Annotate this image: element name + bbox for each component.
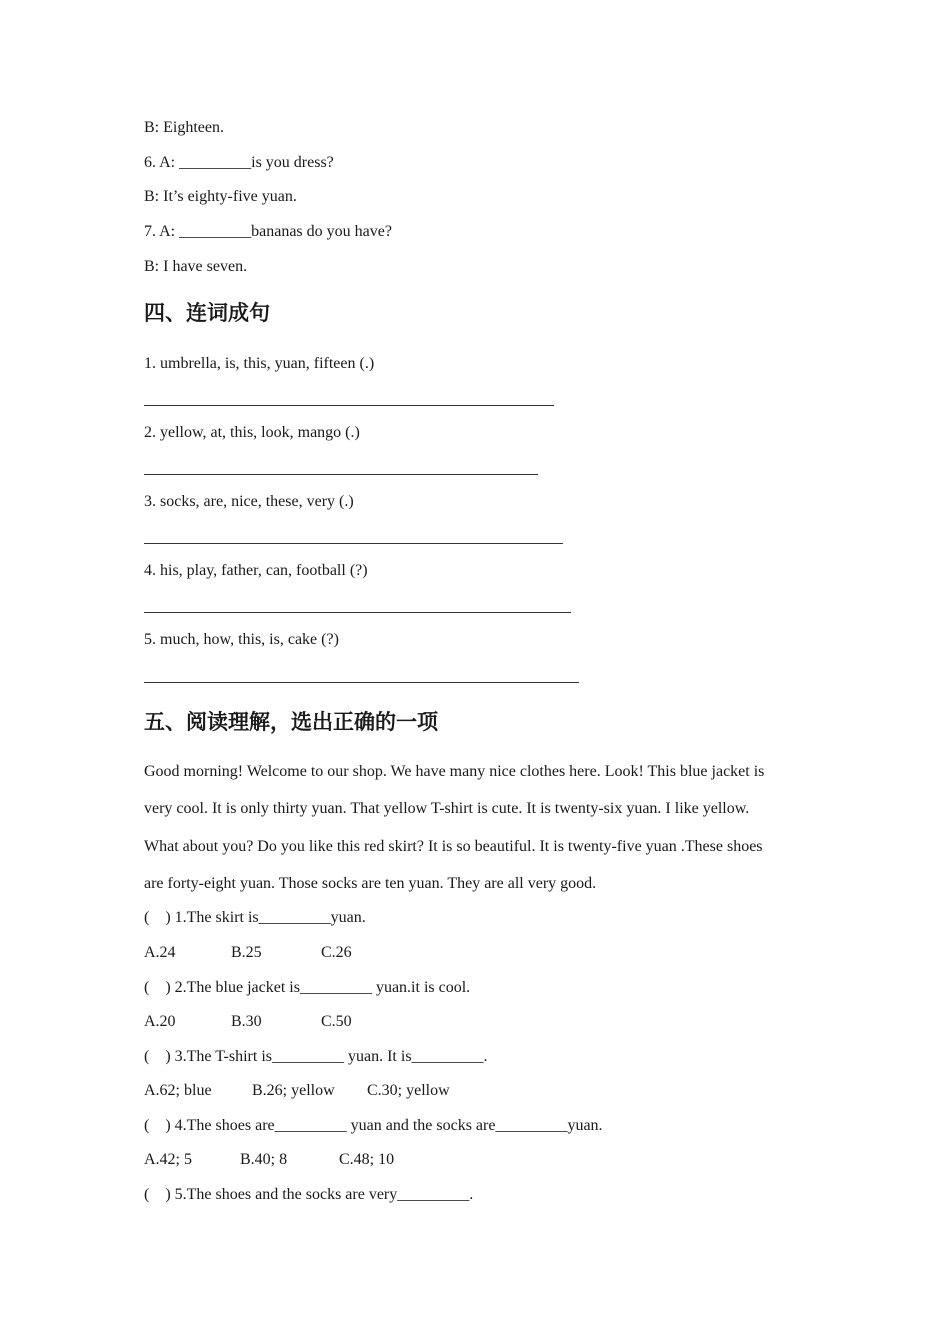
q3-option-b: B.26; yellow (252, 1082, 335, 1099)
passage-line-3: What about you? Do you like this red skirt? It is so beautiful. It is twenty-five yuan .These shoes (144, 838, 763, 855)
dialog-line-b6: B: It’s eighty-five yuan. (144, 188, 297, 205)
q4-option-a: A.42; 5 (144, 1151, 192, 1168)
q3-option-c: C.30; yellow (367, 1082, 450, 1099)
q4-option-c: C.48; 10 (339, 1151, 395, 1168)
question-4: ( ) 4.The shoes are_________ yuan and the socks are_________yuan. (144, 1117, 603, 1134)
q1-option-a: A.24 (144, 944, 176, 961)
q1-option-b: B.25 (231, 944, 262, 961)
section4-item-3: 3. socks, are, nice, these, very (.) (144, 493, 354, 510)
dialog-line-q6: 6. A: _________is you dress? (144, 154, 334, 171)
dialog-line-q7: 7. A: _________bananas do you have? (144, 223, 392, 240)
answer-line-1[interactable] (144, 405, 554, 406)
answer-line-2[interactable] (144, 474, 538, 475)
dialog-line-b7: B: I have seven. (144, 258, 248, 275)
q4-option-b: B.40; 8 (240, 1151, 288, 1168)
passage-line-4: are forty-eight yuan. Those socks are ten yuan. They are all very good. (144, 875, 597, 892)
question-3: ( ) 3.The T-shirt is_________ yuan. It is_________. (144, 1048, 488, 1065)
section4-item-2: 2. yellow, at, this, look, mango (.) (144, 424, 360, 441)
question-2: ( ) 2.The blue jacket is_________ yuan.it is cool. (144, 979, 471, 996)
q2-option-a: A.20 (144, 1013, 176, 1030)
section4-title: 四、连词成句 (144, 301, 270, 325)
answer-line-5[interactable] (144, 682, 579, 683)
section4-item-4: 4. his, play, father, can, football (?) (144, 562, 368, 579)
section4-item-1: 1. umbrella, is, this, yuan, fifteen (.) (144, 355, 375, 372)
q1-option-c: C.26 (321, 944, 352, 961)
question-1: ( ) 1.The skirt is_________yuan. (144, 909, 366, 926)
q2-option-b: B.30 (231, 1013, 262, 1030)
passage-line-2: very cool. It is only thirty yuan. That yellow T-shirt is cute. It is twenty-six yuan. I like yellow. (144, 800, 750, 817)
passage-line-1: Good morning! Welcome to our shop. We have many nice clothes here. Look! This blue jacket is (144, 763, 765, 780)
answer-line-3[interactable] (144, 543, 563, 544)
answer-line-4[interactable] (144, 612, 571, 613)
section5-title: 五、阅读理解，选出正确的一项 (144, 710, 438, 734)
dialog-line-b5: B: Eighteen. (144, 119, 224, 136)
section4-item-5: 5. much, how, this, is, cake (?) (144, 631, 339, 648)
question-5: ( ) 5.The shoes and the socks are very_________. (144, 1186, 474, 1203)
q3-option-a: A.62; blue (144, 1082, 212, 1099)
q2-option-c: C.50 (321, 1013, 352, 1030)
